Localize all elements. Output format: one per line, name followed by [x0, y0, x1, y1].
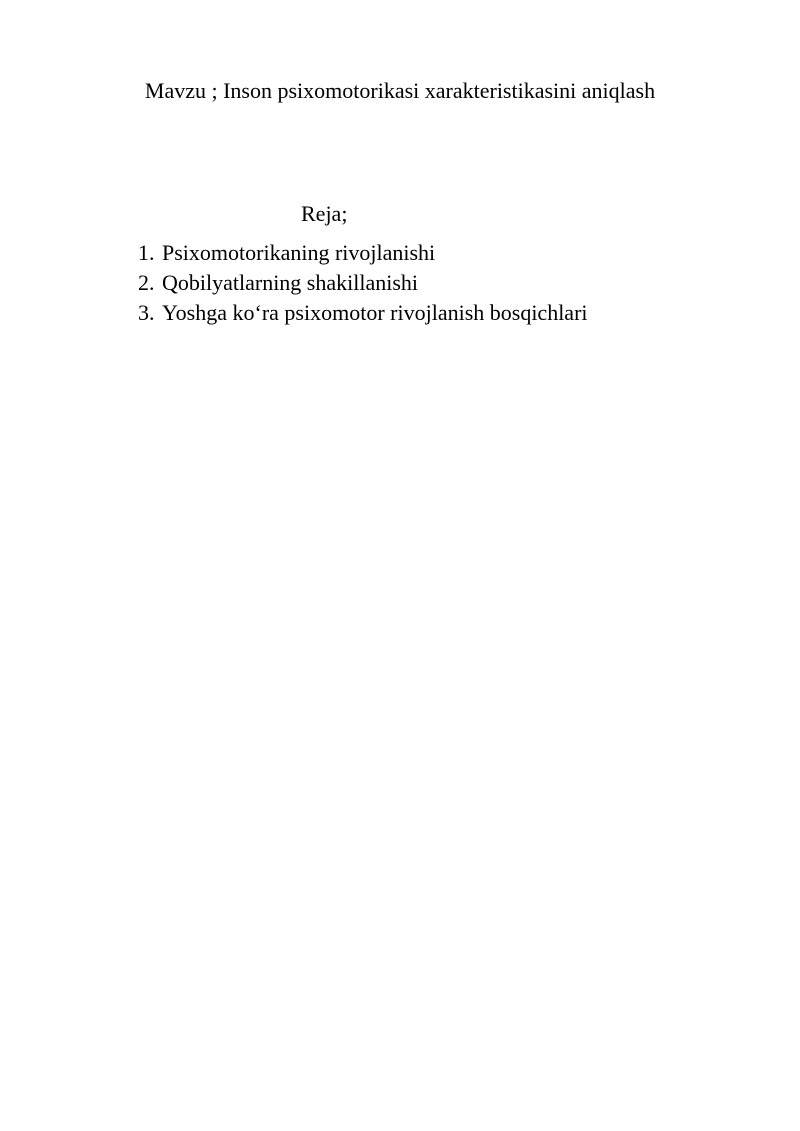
- plan-item-number: 3.: [138, 300, 155, 325]
- plan-item-text: Yoshga ko‘ra psixomotor rivojlanish bosqichlari: [162, 300, 588, 325]
- plan-item-text: Qobilyatlarning shakillanishi: [162, 270, 419, 295]
- plan-list: [138, 238, 588, 328]
- plan-item: [138, 298, 588, 328]
- plan-item: [138, 268, 588, 298]
- plan-item-text: Psixomotorikaning rivojlanishi: [162, 240, 436, 265]
- plan-item-number: 2.: [138, 270, 155, 295]
- plan-heading: Reja;: [301, 201, 348, 226]
- document-title: Mavzu ; Inson psixomotorikasi xarakteristikasini aniqlash: [144, 78, 656, 103]
- plan-item-number: 1.: [138, 240, 155, 265]
- plan-item: [138, 238, 588, 268]
